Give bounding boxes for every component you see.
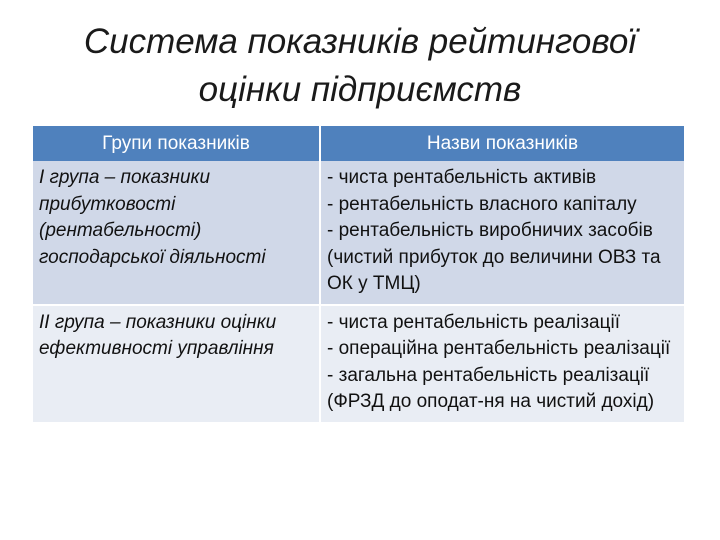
title-line-1: Система показників рейтингової: [83, 22, 637, 61]
header-names: Назви показників: [320, 126, 684, 161]
indicators-cell: [320, 161, 684, 305]
indicators-table: [33, 126, 684, 422]
indicators-cell: [320, 305, 684, 422]
table-header-row: [33, 126, 684, 161]
indicator-item: - чиста рентабельність активів: [327, 167, 597, 188]
group-cell: ІІ група – показники оцінки ефективності управління: [33, 305, 320, 422]
slide-title: [0, 18, 720, 114]
indicator-item: - чиста рентабельність реалізації: [327, 311, 620, 333]
group-cell: І група – показники прибутковості (рентабельності) господарської діяльності: [33, 161, 320, 305]
indicator-item: - рентабельність виробничих засобів (чистий прибуток до величини ОВЗ та ОК у ТМЦ): [327, 220, 661, 294]
header-groups: Групи показників: [33, 126, 320, 161]
table-row: [33, 161, 684, 305]
indicator-item: - загальна рентабельність реалізації (ФРЗД до оподат-ня на чистий дохід): [327, 364, 655, 412]
indicator-item: - рентабельність власного капіталу: [327, 193, 637, 215]
title-line-2: оцінки підприємств: [198, 70, 522, 109]
table-row: [33, 305, 684, 422]
indicator-item: - операційна рентабельність реалізації: [327, 338, 671, 359]
